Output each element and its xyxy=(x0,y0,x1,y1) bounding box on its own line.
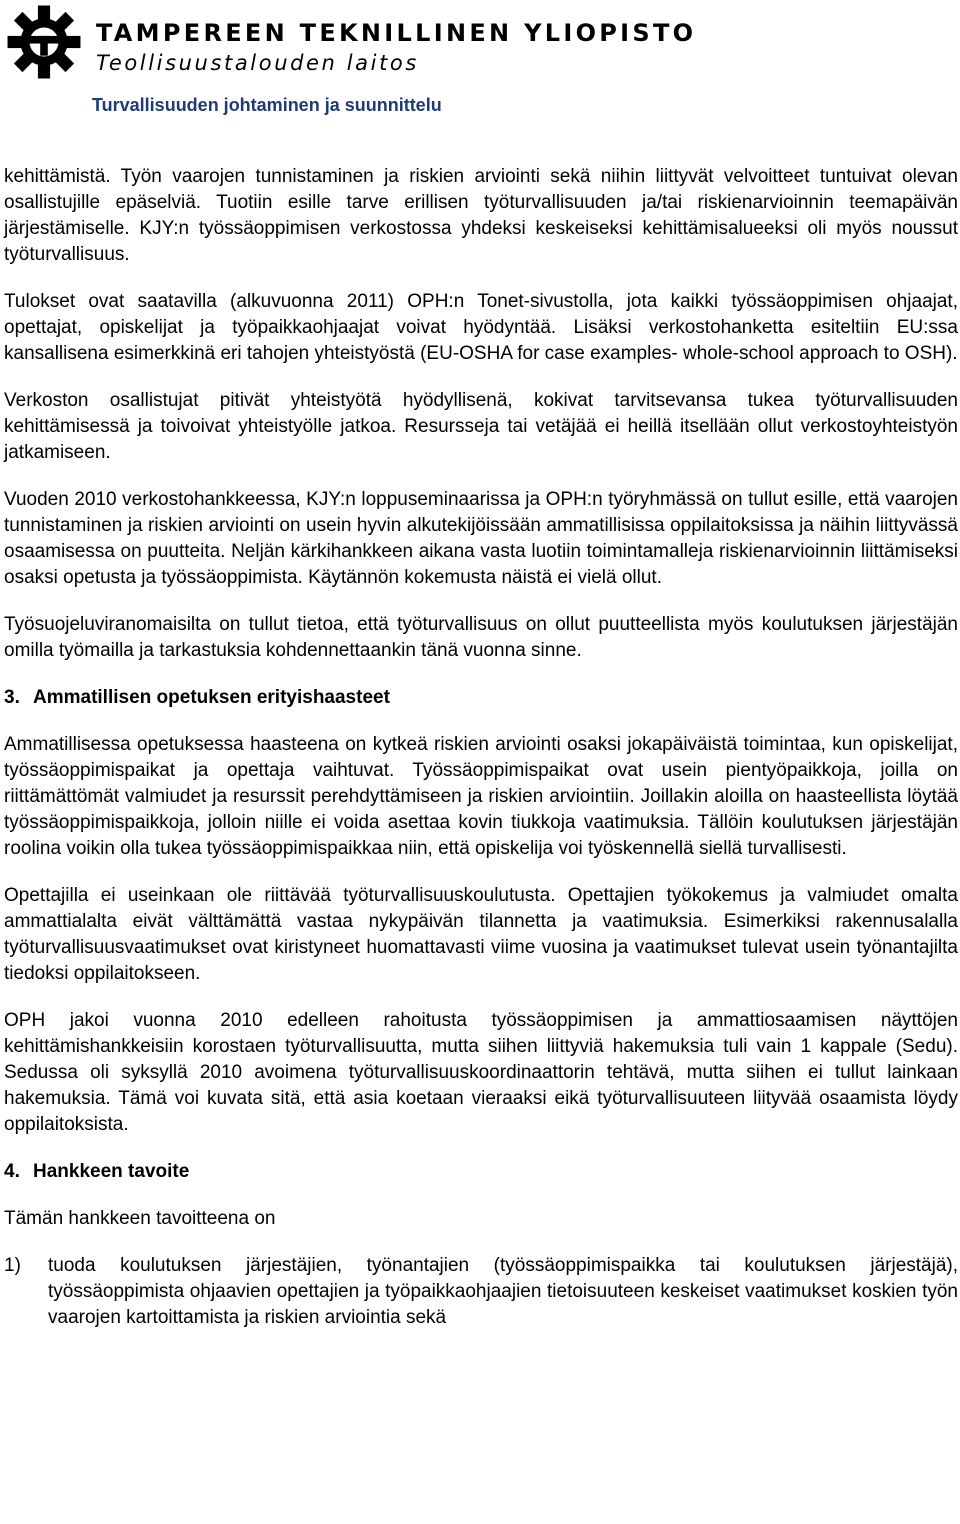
section-title: Ammatillisen opetuksen erityishaasteet xyxy=(33,687,390,708)
paragraph: kehittämistä. Työn vaarojen tunnistaminen ja riskien arviointi sekä niihin liittyvät velvoitteet tuntuivat olevan osallistujille epäselviä. Tuotiin esille tarve erillisen työturvallisuuden ja/tai riskienarvioinnin teemapäivän järjestämiselle. KJY:n työssäoppimisen verkostossa yhdeksi keskeiseksi kehittämisalueeksi oli myös noussut työturvallisuus. xyxy=(4,166,958,265)
gear-icon xyxy=(6,4,82,80)
section-heading-3 xyxy=(4,685,958,711)
university-name: TAMPEREEN TEKNILLINEN YLIOPISTO xyxy=(96,19,697,47)
paragraph: Ammatillisessa opetuksessa haasteena on kytkeä riskien arviointi osaksi jokapäiväistä toimintaa, kun opiskelijat, työssäoppimispaikat ja opettaja vaihtuvat. Työssäoppimispaikat ovat usein pientyöpaikkoja, joilla on riittämättömät valmiudet ja resurssit perehdyttämiseen ja riskien arviointiin. Joillakin aloilla on haasteellista löytää työssäoppimispaikkoja, jolloin niille ei voida asettaa kovin tiukkoja vaatimuksia. Tällöin koulutuksen järjestäjän roolina voikin olla tukea työssäoppimispaikkaa niin, että opiskelija voi työskennellä siellä turvallisesti. xyxy=(4,734,958,859)
section-number: 3. xyxy=(4,687,20,708)
page-header xyxy=(0,0,960,130)
paragraph: Työsuojeluviranomaisilta on tullut tietoa, että työturvallisuus on ollut puutteellista myös koulutuksen järjestäjän omilla työmailla ja tarkastuksia kohdennettaankin tänä vuonna sinne. xyxy=(4,614,958,661)
goal-list xyxy=(4,1253,958,1331)
paragraph: OPH jakoi vuonna 2010 edelleen rahoitusta työssäoppimisen ja ammattiosaamisen näyttöjen kehittämishankkeisiin korostaen työturvallisuutta, mutta siihen liittyviä hakemuksia tuli vain 1 kappale (Sedu). Sedussa oli syksyllä 2010 avoimena työturvallisuuskoordinaattorin tehtävä, mutta siihen ei tullut lainkaan hakemuksia. Tämä voi kuvata sitä, että asia koetaan vieraaksi eikä työturvallisuuteen liityvää osaamista löydy oppilaitoksista. xyxy=(4,1010,958,1135)
document-body xyxy=(4,164,958,1331)
list-item xyxy=(4,1253,958,1331)
section-number: 4. xyxy=(4,1161,20,1182)
paragraph: Opettajilla ei useinkaan ole riittävää työturvallisuuskoulutusta. Opettajien työkokemus ja valmiudet omalta ammattialalta eivät välttämättä vastaa nykypäivän tilannetta ja vaatimuksia. Esimerkiksi rakennusalalla työturvallisuusvaatimukset ovat kiristyneet huomattavasti viime vuosina ja vaatimukset tulevat usein työnantajilta tiedoksi oppilaitokseen. xyxy=(4,885,958,984)
course-title: Turvallisuuden johtaminen ja suunnittelu xyxy=(92,95,442,115)
department-name: Teollisuustalouden laitos xyxy=(96,51,419,75)
paragraph: Tämän hankkeen tavoitteena on xyxy=(4,1208,276,1229)
section-title: Hankkeen tavoite xyxy=(33,1161,190,1182)
paragraph: Verkoston osallistujat pitivät yhteistyötä hyödyllisenä, kokivat tarvitsevansa tukea työturvallisuuden kehittämisessä ja toivoivat yhteistyölle jatkoa. Resursseja tai vetäjää ei heillä itsellään ollut verkostoyhteistyön jatkamiseen. xyxy=(4,390,958,463)
section-heading-4 xyxy=(4,1159,958,1185)
list-item-text: tuoda koulutuksen järjestäjien, työnantajien (työssäoppimispaikka tai koulutuksen järjestäjä), työssäoppimista ohjaavien opettajien ja työpaikkaohjaajien tietoisuuteen keskeiset vaatimukset koskien työn vaarojen kartoittamista ja riskien arviointia sekä xyxy=(48,1255,958,1328)
list-marker: 1) xyxy=(4,1255,21,1276)
paragraph: Tulokset ovat saatavilla (alkuvuonna 2011) OPH:n Tonet-sivustolla, jota kaikki työssäoppimisen ohjaajat, opettajat, opiskelijat ja työpaikkaohjaajat voivat hyödyntää. Lisäksi verkostohanketta esiteltiin EU:ssa kansallisena esimerkkinä eri tahojen yhteistyöstä (EU-OSHA for case examples- whole-school approach to OSH). xyxy=(4,291,958,364)
paragraph: Vuoden 2010 verkostohankkeessa, KJY:n loppuseminaarissa ja OPH:n työryhmässä on tullut esille, että vaarojen tunnistaminen ja riskien arviointi on usein hyvin alkutekijöissään ammatillisissa oppilaitoksissa ja näihin liittyvässä osaamisessa on puutteita. Neljän kärkihankkeen aikana vasta luotiin toimintamalleja riskienarvioinnin liittämiseksi osaksi opetusta ja työssäoppimista. Käytännön kokemusta näistä ei vielä ollut. xyxy=(4,489,958,588)
